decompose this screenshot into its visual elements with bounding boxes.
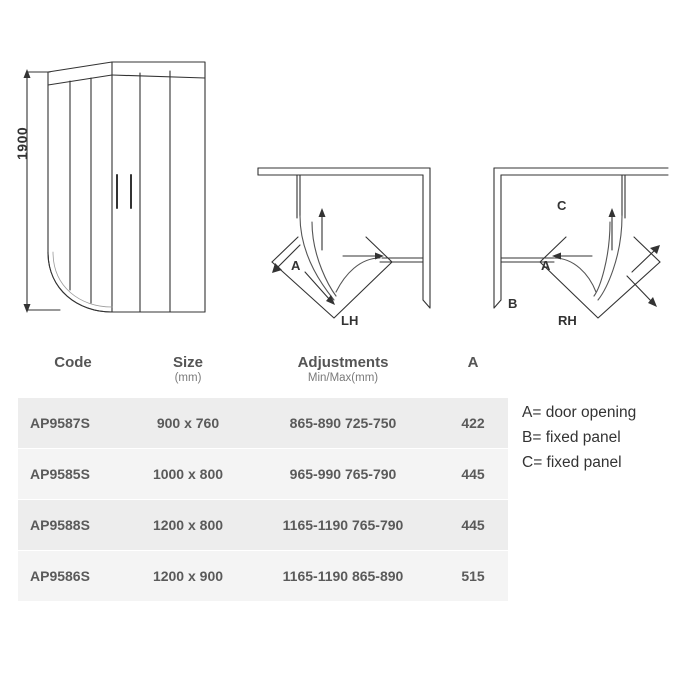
cell-code: AP9588S [18, 500, 128, 551]
table-row [18, 551, 508, 602]
header-a-text: A [467, 354, 479, 371]
cell-size: 900 x 760 [128, 398, 248, 449]
cell-size: 1200 x 800 [128, 500, 248, 551]
marker-c-rh: C [557, 198, 567, 213]
cell-size: 1200 x 900 [128, 551, 248, 602]
specification-table [18, 348, 508, 602]
header-adjustments-sub: Min/Max(mm) [307, 372, 379, 384]
legend [522, 400, 636, 475]
cell-adjustments: 865-890 725-750 [248, 398, 438, 449]
height-dimension-label: 1900 [14, 126, 30, 160]
header-size [128, 348, 248, 398]
header-size-sub: (mm) [174, 372, 202, 384]
cell-adjustments: 1165-1190 865-890 [248, 551, 438, 602]
specification-table-wrap [18, 348, 508, 602]
rh-label: RH [558, 313, 577, 328]
table-row [18, 398, 508, 449]
cell-a: 422 [438, 398, 508, 449]
cell-adjustments: 1165-1190 765-790 [248, 500, 438, 551]
header-adjustments [248, 348, 438, 398]
plan-view-lh [258, 168, 430, 318]
cell-code: AP9585S [18, 449, 128, 500]
marker-b-rh: B [508, 296, 518, 311]
cell-code: AP9586S [18, 551, 128, 602]
cell-code: AP9587S [18, 398, 128, 449]
header-a [438, 348, 508, 398]
marker-a-lh: A [291, 258, 301, 273]
header-code [18, 348, 128, 398]
table-row [18, 449, 508, 500]
table-header-row [18, 348, 508, 398]
legend-item-a: A= door opening [522, 404, 637, 421]
legend-item-c: C= fixed panel [522, 454, 622, 472]
header-size-text: Size [172, 354, 203, 371]
cell-size: 1000 x 800 [128, 449, 248, 500]
plan-view-rh [494, 168, 668, 318]
elevation-drawing [24, 62, 206, 313]
table-row [18, 500, 508, 551]
legend-item-b: B= fixed panel [522, 429, 621, 447]
cell-a: 445 [438, 500, 508, 551]
header-code-text: Code [54, 354, 92, 371]
header-adjustments-text: Adjustments [297, 354, 389, 371]
marker-a-rh: A [541, 258, 551, 273]
lh-label: LH [341, 313, 359, 328]
cell-a: 445 [438, 449, 508, 500]
cell-a: 515 [438, 551, 508, 602]
cell-adjustments: 965-990 765-790 [248, 449, 438, 500]
